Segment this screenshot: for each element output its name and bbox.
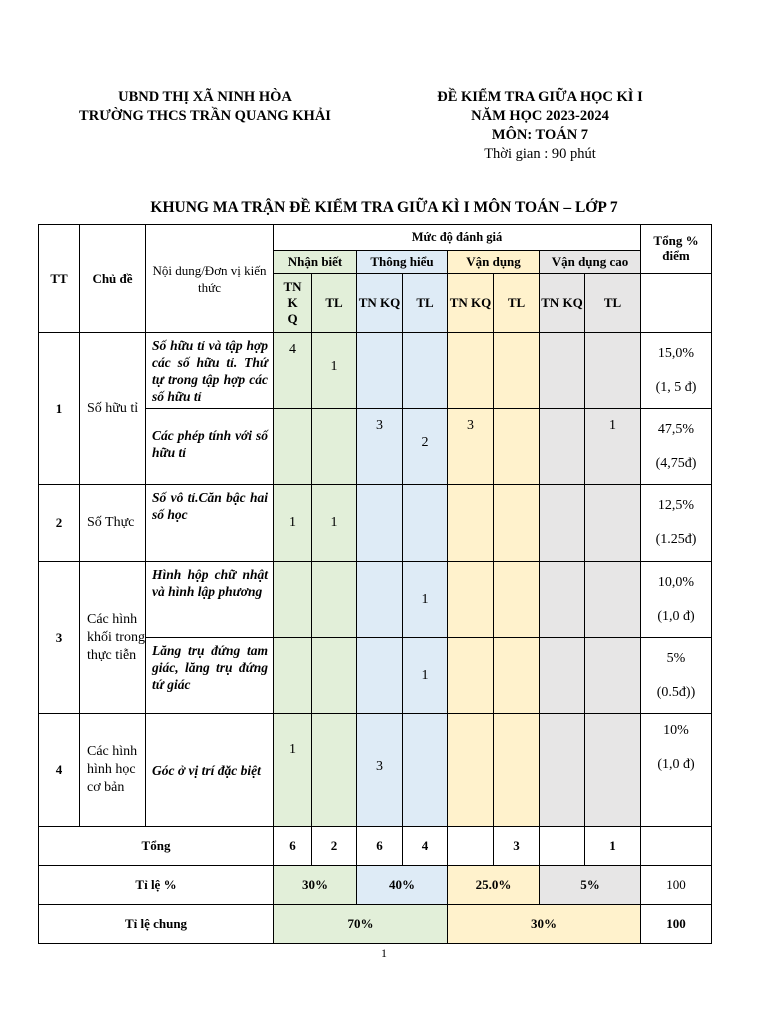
cell-nb-tl <box>312 409 357 485</box>
exam-duration: Thời gian : 90 phút <box>484 146 596 162</box>
row-topic: Số hữu tỉ <box>80 333 146 485</box>
cell-vd-tn <box>448 333 494 409</box>
cell-th-tn <box>357 562 403 638</box>
cell-vd-tn <box>448 485 494 562</box>
school-year: NĂM HỌC 2023-2024 <box>471 108 609 124</box>
total-row <box>39 827 712 866</box>
level-van-dung: Vận dụng <box>448 251 540 274</box>
total-label: Tổng <box>39 827 274 866</box>
ratio-row <box>39 866 712 905</box>
cell-nb-tn <box>274 409 312 485</box>
total-vdc-tl: 1 <box>585 827 641 866</box>
cell-vdc-tl <box>585 333 641 409</box>
pts-value: (1,0 đ) <box>657 608 695 624</box>
cell-vdc-tn <box>540 333 585 409</box>
row-content: Hình hộp chữ nhật và hình lập phương <box>146 562 274 638</box>
sub-tnkq-text: TN K Q <box>283 279 302 326</box>
row-topic: Số Thực <box>80 485 146 562</box>
cell-th-tn <box>357 333 403 409</box>
sub-tl: TL <box>494 274 540 333</box>
cell-vd-tn <box>448 638 494 714</box>
common-ratio-label: Tỉ lệ chung <box>39 905 274 944</box>
row-content: Góc ở vị trí đặc biệt <box>146 714 274 827</box>
ratio-thong-hieu: 40% <box>357 866 448 905</box>
level-nhan-biet: Nhận biết <box>274 251 357 274</box>
cell-th-tn <box>357 638 403 714</box>
school-name: TRƯỜNG THCS TRẦN QUANG KHẢI <box>79 108 331 124</box>
sub-tl: TL <box>403 274 448 333</box>
cell-nb-tl: 1 <box>312 333 357 409</box>
row-tt: 1 <box>39 333 80 485</box>
cell-nb-tn <box>274 562 312 638</box>
cell-nb-tn: 1 <box>274 714 312 827</box>
school-header <box>40 88 370 126</box>
cell-vdc-tn <box>540 485 585 562</box>
row-topic: Các hình khối trong thực tiễn <box>80 562 146 714</box>
cell-nb-tl <box>312 638 357 714</box>
cell-vd-tl <box>494 714 540 827</box>
row-tt: 2 <box>39 485 80 562</box>
cell-nb-tn: 4 <box>274 333 312 409</box>
cell-total <box>641 485 712 562</box>
cell-vd-tn <box>448 562 494 638</box>
pts-value: (4,75đ) <box>655 455 697 471</box>
ratio-van-dung-cao: 5% <box>540 866 641 905</box>
header-total-blank <box>641 274 712 333</box>
ratio-van-dung: 25.0% <box>448 866 540 905</box>
sub-tnkq <box>274 274 312 333</box>
cell-vdc-tn <box>540 409 585 485</box>
cell-nb-tn: 1 <box>274 485 312 562</box>
row-topic: Các hình hình học cơ bản <box>80 714 146 827</box>
page-number: 1 <box>381 946 387 960</box>
total-vd-tl: 3 <box>494 827 540 866</box>
cell-vdc-tl: 1 <box>585 409 641 485</box>
total-nb-tl: 2 <box>312 827 357 866</box>
pts-value: (1,0 đ) <box>657 757 695 772</box>
table-row <box>39 485 712 562</box>
row-tt: 3 <box>39 562 80 714</box>
cell-vdc-tn <box>540 638 585 714</box>
sub-tl: TL <box>312 274 357 333</box>
cell-th-tl: 1 <box>403 638 448 714</box>
header-total: Tổng % điểm <box>641 225 712 274</box>
pct-value: 10% <box>663 723 689 738</box>
cell-nb-tn <box>274 638 312 714</box>
sub-tnkq: TN KQ <box>357 274 403 333</box>
pts-value: (1, 5 đ) <box>655 379 697 395</box>
exam-title: ĐỀ KIỂM TRA GIỮA HỌC KÌ I <box>437 89 643 105</box>
cell-vd-tn <box>448 714 494 827</box>
pts-value: (0.5đ)) <box>656 684 696 700</box>
subject: MÔN: TOÁN 7 <box>491 127 589 143</box>
level-van-dung-cao: Vận dụng cao <box>540 251 641 274</box>
cell-vdc-tl <box>585 638 641 714</box>
district-name: UBND THỊ XÃ NINH HÒA <box>118 89 292 105</box>
cell-total <box>641 409 712 485</box>
pct-value: 47,5% <box>657 421 695 437</box>
table-row <box>39 333 712 409</box>
ratio-nhan-biet: 30% <box>274 866 357 905</box>
table-row <box>39 714 712 827</box>
cell-vd-tl <box>494 409 540 485</box>
row-tt: 4 <box>39 714 80 827</box>
cell-vdc-tl <box>585 562 641 638</box>
cell-vdc-tl <box>585 485 641 562</box>
total-th-tl: 4 <box>403 827 448 866</box>
sub-tnkq: TN KQ <box>540 274 585 333</box>
cell-th-tl: 1 <box>403 562 448 638</box>
total-vdc-tn <box>540 827 585 866</box>
sub-tnkq: TN KQ <box>448 274 494 333</box>
exam-header <box>395 88 685 164</box>
level-thong-hieu: Thông hiểu <box>357 251 448 274</box>
cell-vd-tl <box>494 562 540 638</box>
header-tt: TT <box>39 225 80 333</box>
row-content: Lăng trụ đứng tam giác, lăng trụ đứng tứ giác <box>146 638 274 714</box>
header-level: Mức độ đánh giá <box>274 225 641 251</box>
total-th-tn: 6 <box>357 827 403 866</box>
total-vd-tn <box>448 827 494 866</box>
cell-total <box>641 562 712 638</box>
cell-nb-tl: 1 <box>312 485 357 562</box>
cell-vd-tl <box>494 638 540 714</box>
cell-th-tl <box>403 714 448 827</box>
cell-th-tl: 2 <box>403 409 448 485</box>
cell-total <box>641 638 712 714</box>
cell-total <box>641 333 712 409</box>
pct-value: 5% <box>666 650 686 666</box>
ratio-label: Tỉ lệ % <box>39 866 274 905</box>
cell-th-tn: 3 <box>357 409 403 485</box>
common-ratio-applied: 30% <box>448 905 641 944</box>
cell-vd-tn: 3 <box>448 409 494 485</box>
matrix-title: KHUNG MA TRẬN ĐỀ KIỂM TRA GIỮA KÌ I MÔN TOÁN – LỚP 7 <box>150 199 618 216</box>
row-content: Số hữu tỉ và tập hợp các số hữu tỉ. Thứ tự trong tập hợp các số hữu tỉ <box>146 333 274 409</box>
row-content: Số vô tỉ.Căn bậc hai số học <box>146 485 274 562</box>
cell-vdc-tl <box>585 714 641 827</box>
pct-value: 15,0% <box>657 345 695 361</box>
common-ratio-row <box>39 905 712 944</box>
cell-th-tn: 3 <box>357 714 403 827</box>
total-sum <box>641 827 712 866</box>
common-ratio-basic: 70% <box>274 905 448 944</box>
row-content: Các phép tính với số hữu tỉ <box>146 409 274 485</box>
pct-value: 12,5% <box>657 498 695 513</box>
header-content: Nội dung/Đơn vị kiến thức <box>146 225 274 333</box>
pts-value: (1.25đ) <box>655 532 697 547</box>
total-nb-tn: 6 <box>274 827 312 866</box>
cell-vd-tl <box>494 485 540 562</box>
cell-th-tl <box>403 485 448 562</box>
cell-nb-tl <box>312 714 357 827</box>
cell-th-tl <box>403 333 448 409</box>
common-ratio-total: 100 <box>641 905 712 944</box>
cell-th-tn <box>357 485 403 562</box>
header-topic: Chủ đề <box>80 225 146 333</box>
cell-vd-tl <box>494 333 540 409</box>
sub-tl: TL <box>585 274 641 333</box>
table-row <box>39 562 712 638</box>
assessment-matrix <box>38 224 712 944</box>
cell-vdc-tn <box>540 714 585 827</box>
cell-vdc-tn <box>540 562 585 638</box>
ratio-total: 100 <box>641 866 712 905</box>
pct-value: 10,0% <box>657 574 695 590</box>
cell-total <box>641 714 712 827</box>
cell-nb-tl <box>312 562 357 638</box>
